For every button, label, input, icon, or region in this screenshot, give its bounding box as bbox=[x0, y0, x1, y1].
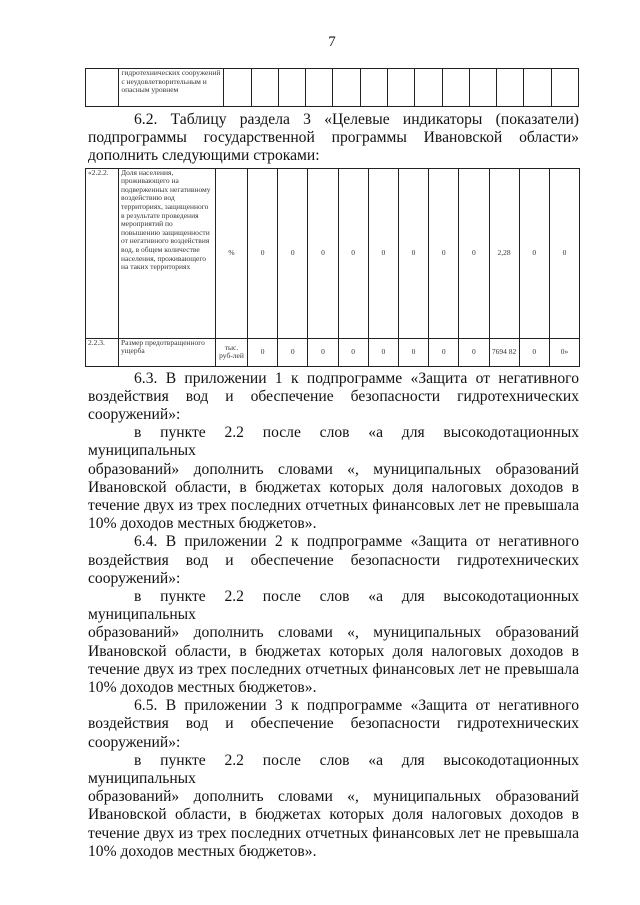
indicator-value: 0 bbox=[459, 168, 489, 338]
indicator-value: 0 bbox=[368, 338, 398, 366]
value-cell bbox=[251, 69, 278, 107]
indicator-value: 0 bbox=[549, 168, 579, 338]
value-cell bbox=[497, 69, 524, 107]
indicator-name: Доля населения, проживающего на подверженных негативному воздействию вод территориях, защищенного в результате проведения мероприятий по повышению защищенности от негативного воздействия вод, в общем количестве населения, проживающего на таких территориях bbox=[119, 168, 216, 338]
indicator-value: 0 bbox=[368, 168, 398, 338]
table-row bbox=[86, 69, 579, 107]
table-continuation bbox=[85, 68, 579, 107]
text-line: воздействия вод и обеспечение безопасности гидротехнических bbox=[88, 715, 579, 733]
indicator-value: 0 bbox=[398, 168, 428, 338]
text-line: сооружений»: bbox=[88, 569, 181, 587]
indicator-value: 0 bbox=[459, 338, 489, 366]
value-cell bbox=[278, 69, 305, 107]
indicator-value: 0 bbox=[429, 338, 459, 366]
text-line: течение двух из трех последних отчетных финансовых лет не превышала bbox=[88, 497, 579, 515]
indicators-table bbox=[85, 168, 580, 367]
paragraph bbox=[88, 697, 579, 752]
text-line: 6.2. Таблицу раздела 3 «Целевые индикаторы (показатели) bbox=[134, 111, 579, 128]
text-line: течение двух из трех последних отчетных финансовых лет не превышала bbox=[88, 660, 579, 678]
text-line: подпрограммы государственной программы Ивановской области» bbox=[88, 129, 579, 147]
indicator-row bbox=[86, 338, 580, 366]
value-cell bbox=[469, 69, 496, 107]
paragraph bbox=[88, 752, 579, 861]
value-cell bbox=[551, 69, 578, 107]
indicator-value: 7694 82 bbox=[489, 338, 519, 366]
value-cell bbox=[415, 69, 442, 107]
paragraph bbox=[88, 370, 579, 425]
value-cell bbox=[360, 69, 387, 107]
text-line: в пункте 2.2 после слов «а для высокодотационных муниципальных bbox=[88, 588, 579, 624]
indicator-value: 0 bbox=[519, 338, 549, 366]
indicator-value: 0 bbox=[248, 168, 278, 338]
indicator-row bbox=[86, 168, 580, 338]
indicator-value: 0 bbox=[398, 338, 428, 366]
text-line: 10% доходов местных бюджетов». bbox=[88, 515, 317, 533]
text-line: течение двух из трех последних отчетных финансовых лет не превышала bbox=[88, 824, 579, 842]
text-line: 6.5. В приложении 3 к подпрограмме «Защита от негативного bbox=[134, 697, 579, 715]
text-line: 6.3. В приложении 1 к подпрограмме «Защита от негативного bbox=[134, 369, 579, 387]
paragraph bbox=[88, 424, 579, 533]
text-line: дополнить следующими строками: bbox=[88, 147, 320, 165]
text-line: Ивановской области, в бюджетах которых доля налоговых доходов в bbox=[88, 478, 579, 496]
indicator-value: 0 bbox=[308, 338, 338, 366]
paragraph bbox=[88, 533, 579, 588]
indicator-value: 0 bbox=[278, 168, 308, 338]
page-number: 7 bbox=[328, 34, 336, 50]
indicator-value: 0 bbox=[519, 168, 549, 338]
text-line: 6.4. В приложении 2 к подпрограмме «Защита от негативного bbox=[134, 533, 579, 551]
indicator-unit: % bbox=[216, 168, 248, 338]
indicator-value: 2,28 bbox=[489, 168, 519, 338]
text-line: воздействия вод и обеспечение безопасности гидротехнических bbox=[88, 387, 579, 405]
indicator-number: 2.2.3. bbox=[86, 338, 119, 366]
text-line: 10% доходов местных бюджетов». bbox=[88, 842, 317, 860]
value-cell bbox=[442, 69, 469, 107]
indicator-unit: тыс. руб-лей bbox=[216, 338, 248, 366]
paragraph bbox=[88, 588, 579, 697]
text-line: в пункте 2.2 после слов «а для высокодотационных муниципальных bbox=[88, 424, 579, 460]
row-number bbox=[86, 69, 119, 107]
indicator-value: 0» bbox=[549, 338, 579, 366]
text-line: образований» дополнить словами «, муниципальных образований bbox=[88, 788, 579, 806]
text-line: образований» дополнить словами «, муниципальных образований bbox=[88, 460, 579, 478]
text-line: сооружений»: bbox=[88, 733, 181, 751]
indicator-name: Размер предотвращенного ущерба bbox=[119, 338, 216, 366]
section-6-2-intro bbox=[88, 111, 579, 166]
text-line: сооружений»: bbox=[88, 406, 181, 424]
text-line: 10% доходов местных бюджетов». bbox=[88, 679, 317, 697]
text-line: образований» дополнить словами «, муниципальных образований bbox=[88, 624, 579, 642]
text-line: воздействия вод и обеспечение безопасности гидротехнических bbox=[88, 551, 579, 569]
value-cell bbox=[224, 69, 251, 107]
indicator-value: 0 bbox=[338, 338, 368, 366]
indicator-value: 0 bbox=[338, 168, 368, 338]
page-content bbox=[85, 33, 579, 861]
text-line: в пункте 2.2 после слов «а для высокодотационных муниципальных bbox=[88, 751, 579, 788]
indicator-value: 0 bbox=[278, 338, 308, 366]
value-cell bbox=[524, 69, 551, 107]
indicator-value: 0 bbox=[429, 168, 459, 338]
row-text: гидротехнических сооружений с неудовлетворительным и опасным уровнем bbox=[119, 69, 224, 107]
indicator-value: 0 bbox=[308, 168, 338, 338]
text-line: Ивановской области, в бюджетах которых доля налоговых доходов в bbox=[88, 806, 579, 824]
value-cell bbox=[387, 69, 414, 107]
text-line: Ивановской области, в бюджетах которых доля налоговых доходов в bbox=[88, 642, 579, 660]
value-cell bbox=[333, 69, 360, 107]
indicator-number: «2.2.2. bbox=[86, 168, 119, 338]
indicator-value: 0 bbox=[248, 338, 278, 366]
value-cell bbox=[306, 69, 333, 107]
amendment-paragraphs bbox=[88, 370, 579, 861]
